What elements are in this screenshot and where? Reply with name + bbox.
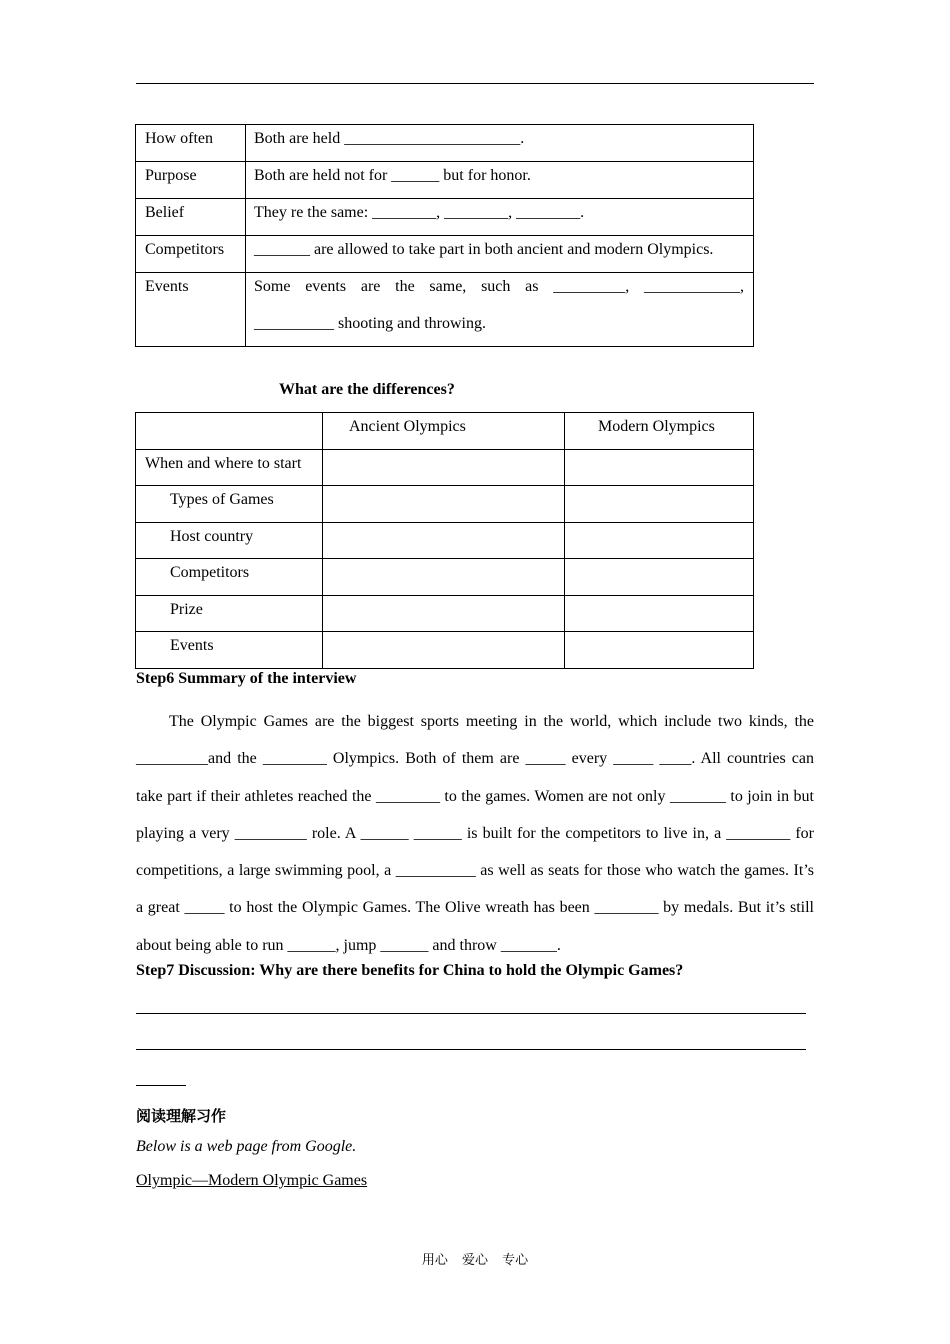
events-line-1: Some events are the same, such as _________, ____________, bbox=[254, 278, 744, 295]
table-row bbox=[136, 273, 754, 347]
table-row bbox=[136, 449, 754, 486]
row-label: Competitors bbox=[136, 559, 323, 596]
differences-heading: What are the differences? bbox=[279, 381, 455, 398]
step7-heading: Step7 Discussion: Why are there benefits for China to hold the Olympic Games? bbox=[136, 962, 684, 979]
table-row bbox=[136, 486, 754, 523]
step6-heading: Step6 Summary of the interview bbox=[136, 670, 357, 687]
answer-cell[interactable] bbox=[323, 559, 565, 596]
table-row bbox=[136, 632, 754, 669]
answer-line-short[interactable] bbox=[136, 1085, 186, 1086]
table-row bbox=[136, 236, 754, 273]
similarities-table bbox=[135, 124, 754, 347]
answer-line[interactable] bbox=[136, 1049, 806, 1050]
table-row bbox=[136, 199, 754, 236]
answer-cell[interactable] bbox=[565, 449, 754, 486]
row-label: Events bbox=[136, 632, 323, 669]
reading-intro: Below is a web page from Google. bbox=[136, 1138, 357, 1155]
row-content: Both are held ______________________. bbox=[246, 125, 754, 162]
row-label: Purpose bbox=[136, 162, 246, 199]
answer-cell[interactable] bbox=[323, 595, 565, 632]
row-content bbox=[246, 273, 754, 347]
row-label: Competitors bbox=[136, 236, 246, 273]
answer-cell[interactable] bbox=[565, 486, 754, 523]
answer-cell[interactable] bbox=[565, 632, 754, 669]
answer-cell[interactable] bbox=[323, 522, 565, 559]
column-header-ancient: Ancient Olympics bbox=[323, 413, 565, 450]
row-content: _______ are allowed to take part in both ancient and modern Olympics. bbox=[246, 236, 754, 273]
row-label: Host country bbox=[136, 522, 323, 559]
web-page-link[interactable]: Olympic—Modern Olympic Games bbox=[136, 1172, 368, 1189]
row-label: Types of Games bbox=[136, 486, 323, 523]
row-label: Belief bbox=[136, 199, 246, 236]
table-header-row bbox=[136, 413, 754, 450]
differences-table bbox=[135, 412, 754, 669]
row-label: Prize bbox=[136, 595, 323, 632]
answer-cell[interactable] bbox=[323, 449, 565, 486]
answer-line[interactable] bbox=[136, 1013, 806, 1014]
row-label: How often bbox=[136, 125, 246, 162]
reading-heading: 阅读理解习作 bbox=[136, 1107, 227, 1125]
header-rule bbox=[136, 83, 814, 84]
table-row bbox=[136, 162, 754, 199]
answer-cell[interactable] bbox=[565, 595, 754, 632]
table-row bbox=[136, 595, 754, 632]
answer-cell[interactable] bbox=[565, 522, 754, 559]
answer-cell[interactable] bbox=[323, 632, 565, 669]
answer-cell[interactable] bbox=[565, 559, 754, 596]
table-row bbox=[136, 522, 754, 559]
column-header-modern: Modern Olympics bbox=[565, 413, 754, 450]
table-row bbox=[136, 559, 754, 596]
events-line-2: __________ shooting and throwing. bbox=[254, 315, 486, 332]
row-label: When and where to start bbox=[136, 449, 323, 486]
header-empty-cell bbox=[136, 413, 323, 450]
summary-paragraph bbox=[136, 703, 814, 964]
summary-text: The Olympic Games are the biggest sports meeting in the world, which include two kinds, the _________and the ________ Olympics. Both of them are _____ every _____ ____. All countries can take part if their athletes reached the ________ to the games. Women are not only _______ to join in but playing a very _________ role. A ______ ______ is built for the competitors to live in, a ________ for competitions, a large swimming pool, a __________ as well as seats for those who watch the games. It’s a great _____ to host the Olympic Games. The Olive wreath has been ________ by medals. But it’s still about being able to run ______, jump ______ and throw _______. bbox=[136, 713, 814, 954]
table-row bbox=[136, 125, 754, 162]
row-content: They re the same: ________, ________, ________. bbox=[246, 199, 754, 236]
row-label: Events bbox=[136, 273, 246, 347]
row-content: Both are held not for ______ but for honor. bbox=[246, 162, 754, 199]
page-footer: 用心 爱心 专心 bbox=[421, 1253, 529, 1268]
answer-cell[interactable] bbox=[323, 486, 565, 523]
